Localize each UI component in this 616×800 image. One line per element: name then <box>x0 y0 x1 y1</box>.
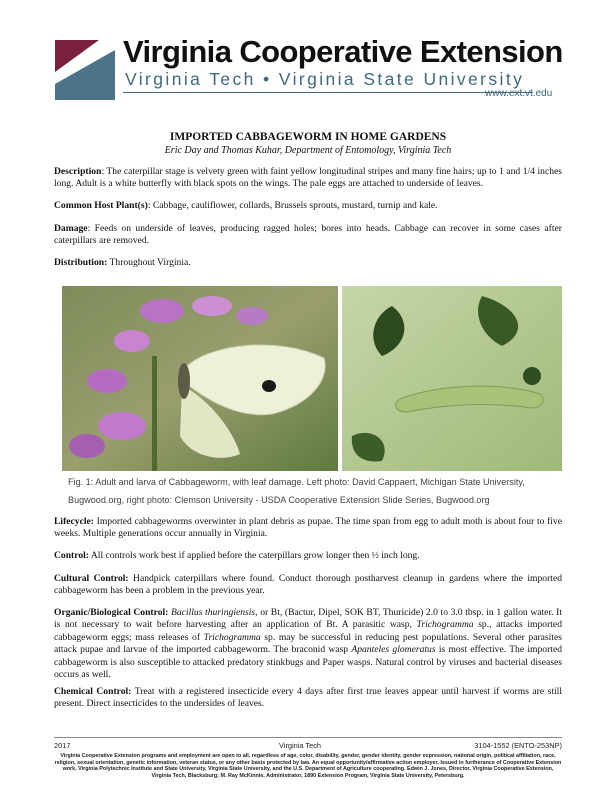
cultural-control-text: Handpick caterpillars where found. Conduct thorough postharvest cleanup in gardens where the imported cabbageworm has been a problem in the previous year. <box>54 573 562 597</box>
organic-species-1: Bacillus thuringiensis <box>171 607 256 618</box>
footer-year: 2017 <box>54 741 71 750</box>
header-divider <box>123 92 533 93</box>
control-paragraph <box>54 550 562 562</box>
lifecycle-label: Lifecycle: <box>54 516 94 527</box>
description-paragraph <box>54 166 562 191</box>
organic-text-5: is most effective. The imported cabbageworm is also susceptible to attacked predatory stinkbugs and Paper wasps. Natural control by viruses and bacterial diseases occurs as well. <box>54 644 562 681</box>
vce-logo <box>55 40 115 100</box>
damage-label: Damage <box>54 223 88 234</box>
cabbageworm-photo <box>62 286 562 471</box>
footer-institution: Virginia Tech <box>279 741 322 750</box>
figure-caption-line-1: Fig. 1: Adult and larva of Cabbageworm, with leaf damage. Left photo: David Cappaert, Michigan State University, <box>68 477 525 487</box>
footer-publication-code: 3104-1552 (ENTO-253NP) <box>474 741 562 750</box>
organic-text-2: , or Bt, (Bactur, Dipel, SOK BT, Thuricide) 2.0 to 3.0 tbsp. in 1 gallon water. It is not necessary to wait before harvesting after an application of Bt. A parasitic wasp, <box>54 607 562 631</box>
brand-subtitle: Virginia Tech • Virginia State University <box>125 69 525 89</box>
host-plants-paragraph <box>54 200 562 212</box>
organic-text-4: sp. may be successful in reducing pest populations. Several other parasites attack pupae and larvae of the imported cabbageworm. The braconid wasp <box>54 631 562 656</box>
document-authors: Eric Day and Thomas Kuhar, Department of Entomology, Virginia Tech <box>164 145 452 156</box>
footer-divider <box>54 737 562 738</box>
host-plants-label: Common Host Plant(s) <box>54 200 148 211</box>
chemical-control-label: Chemical Control: <box>54 686 132 697</box>
brand-url-link[interactable]: www.ext.vt.edu <box>485 88 553 99</box>
lifecycle-text: Imported cabbageworms overwinter in plant debris as pupae. The time span from egg to adult moth is about four to five weeks. Multiple generations occur annually in Virginia. <box>54 516 562 540</box>
description-text: : The caterpillar stage is velvety green with faint yellow longitudinal stripes and many fine hairs; up to 1 and 1/4 inches long. Adult is a white butterfly with black spots on the wings. The pale eggs are attached to underside of leaves. <box>54 166 562 190</box>
organic-control-paragraph <box>54 607 562 681</box>
header <box>55 34 565 102</box>
figure-caption-line-2: Bugwood.org, right photo: Clemson University - USDA Cooperative Extension Slide Series, Bugwood.org <box>68 495 490 505</box>
organic-text-3: sp., attacks imported cabbageworm eggs; mass releases of <box>54 619 562 643</box>
organic-control-label: Organic/Biological Control: <box>54 607 169 618</box>
lifecycle-paragraph <box>54 516 562 541</box>
footer-legal-notice: Virginia Cooperative Extension programs and employment are open to all, regardless of age, color, disability, gender, gender identity, gender expression, national origin, political affiliation, race, religion, sexual orientation, genetic information, veteran status, or any other basis protected by law. An equal opportunity/affirmative action employer. Issued in furtherance of Cooperative Extension work, Virginia Polytechnic Institute and State University, Virginia State University, and the U.S. Department of Agriculture cooperating. Edwin J. Jones, Director, Virginia Cooperative Extension, Virginia Tech, Blacksburg; M. Ray McKinnie, Administrator, 1890 Extension Program, Virginia State University, Petersburg. <box>54 753 562 779</box>
control-text: All controls work best if applied before the caterpillars grow longer then ½ inch long. <box>89 550 420 561</box>
distribution-paragraph <box>54 257 562 269</box>
cultural-control-paragraph <box>54 573 562 598</box>
cultural-control-label: Cultural Control: <box>54 573 129 584</box>
distribution-label: Distribution: <box>54 257 108 268</box>
description-label: Description <box>54 166 102 177</box>
damage-paragraph <box>54 223 562 248</box>
chemical-control-text: Treat with a registered insecticide every 4 days after first true leaves appear until harvest if worms are still present. Direct insecticides to the undersides of leaves. <box>54 686 563 710</box>
control-label: Control: <box>54 550 89 561</box>
damage-text: : Feeds on underside of leaves, producing ragged holes; bores into heads. Cabbage can recover in some cases after caterpillars are removed. <box>54 223 562 247</box>
photo-illustration <box>62 286 562 471</box>
distribution-text: Throughout Virginia. <box>107 257 191 268</box>
organic-species-2: Trichogramma <box>416 619 474 631</box>
brand-title: Virginia Cooperative Extension <box>123 34 563 69</box>
organic-species-3: Trichogramma <box>203 631 261 643</box>
document-title: IMPORTED CABBAGEWORM IN HOME GARDENS <box>169 131 447 143</box>
organic-species-4: Apanteles glomeratus <box>351 644 436 656</box>
chemical-control-paragraph <box>54 686 562 711</box>
host-plants-text: : Cabbage, cauliflower, collards, Brussels sprouts, mustard, turnip and kale. <box>147 200 438 211</box>
